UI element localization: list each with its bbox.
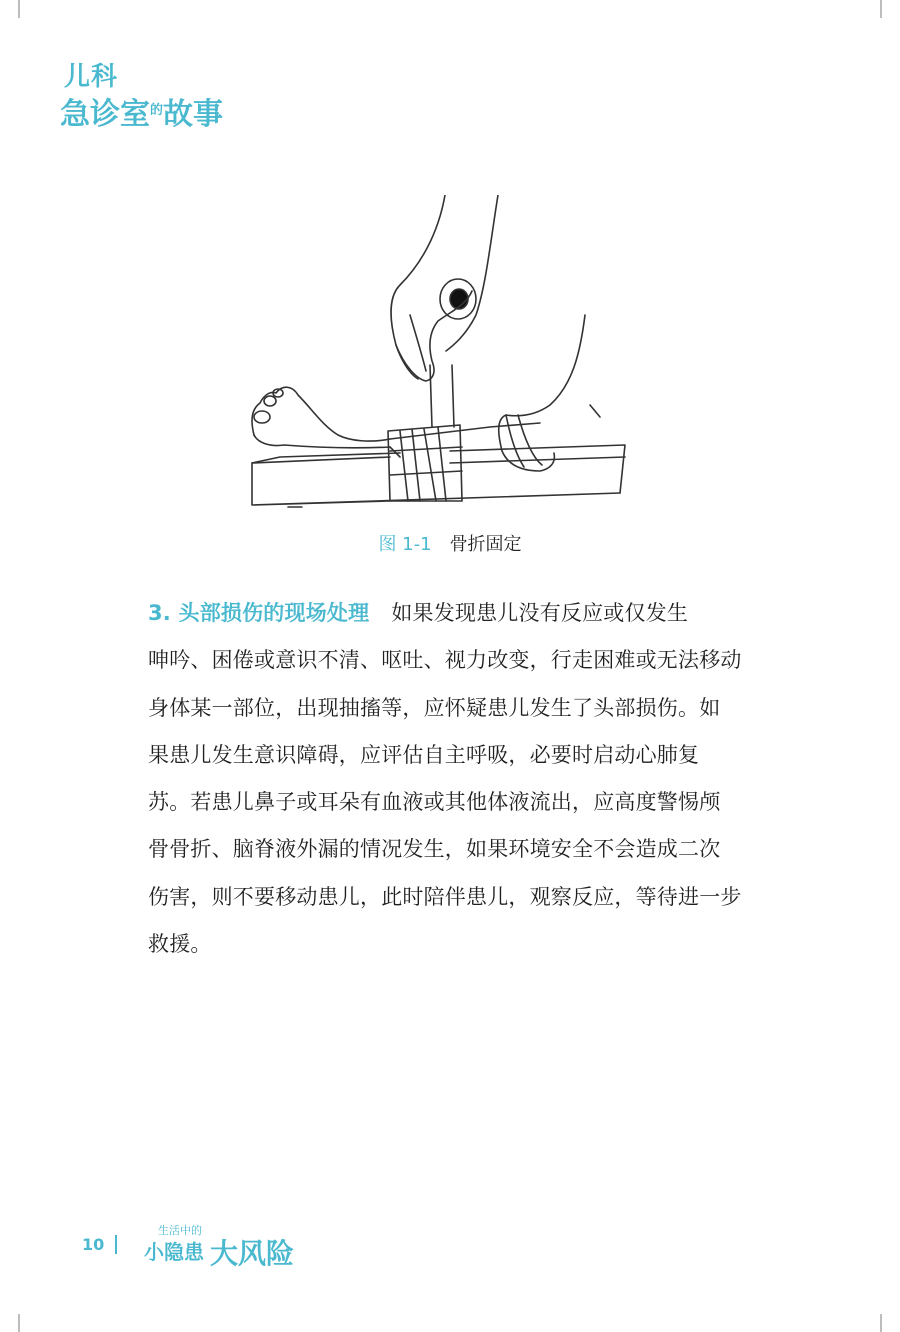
- text-line-1: [148, 590, 738, 637]
- crop-mark-top-right: [880, 0, 882, 18]
- page-footer: [82, 1222, 382, 1272]
- page-number: 10: [82, 1235, 105, 1254]
- logo-line-2-b: 故事: [163, 97, 224, 132]
- crop-mark-bottom-left: [18, 1314, 20, 1332]
- series-brand-mid: 小隐患: [144, 1240, 204, 1264]
- figure-title: 骨折固定: [449, 534, 522, 555]
- series-brand-small: 生活中的: [158, 1224, 202, 1237]
- section-heading: 3. 头部损伤的现场处理: [148, 601, 370, 625]
- logo-line-2: [60, 98, 223, 132]
- text-line-3: 身体某一部位，出现抽搐等，应怀疑患儿发生了头部损伤。如: [148, 695, 721, 720]
- left-hand: [391, 195, 472, 381]
- section-body: [148, 590, 742, 968]
- logo-line-1: 儿科: [64, 62, 119, 92]
- fracture-splint-illustration: [240, 195, 640, 515]
- footer-separator: [115, 1235, 117, 1254]
- figure-caption: [0, 533, 900, 557]
- logo-line-2-a: 急诊室: [60, 97, 150, 132]
- text-line-2: 呻吟、困倦或意识不清、呕吐、视力改变，行走困难或无法移动: [148, 648, 742, 673]
- logo-line-2-small: 的: [150, 103, 164, 118]
- series-brand-big: 大风险: [210, 1237, 295, 1270]
- book-logo: [60, 62, 224, 142]
- foot: [252, 387, 390, 441]
- text-line-5: 苏。若患儿鼻子或耳朵有血液或其他体液流出，应高度警惕颅: [148, 790, 721, 815]
- crop-mark-bottom-right: [880, 1314, 882, 1332]
- text-line-8: 救援。: [148, 932, 212, 957]
- figure-number: 图 1-1: [378, 534, 432, 555]
- text-line-1-content: 如果发现患儿没有反应或仅发生: [391, 601, 689, 625]
- text-line-4: 果患儿发生意识障碍，应评估自主呼吸，必要时启动心肺复: [148, 742, 700, 767]
- text-line-7: 伤害，则不要移动患儿，此时陪伴患儿，观察反应，等待进一步: [148, 884, 742, 909]
- text-line-6: 骨骨折、脑脊液外漏的情况发生，如果环境安全不会造成二次: [148, 837, 721, 862]
- crop-mark-top-left: [18, 0, 20, 18]
